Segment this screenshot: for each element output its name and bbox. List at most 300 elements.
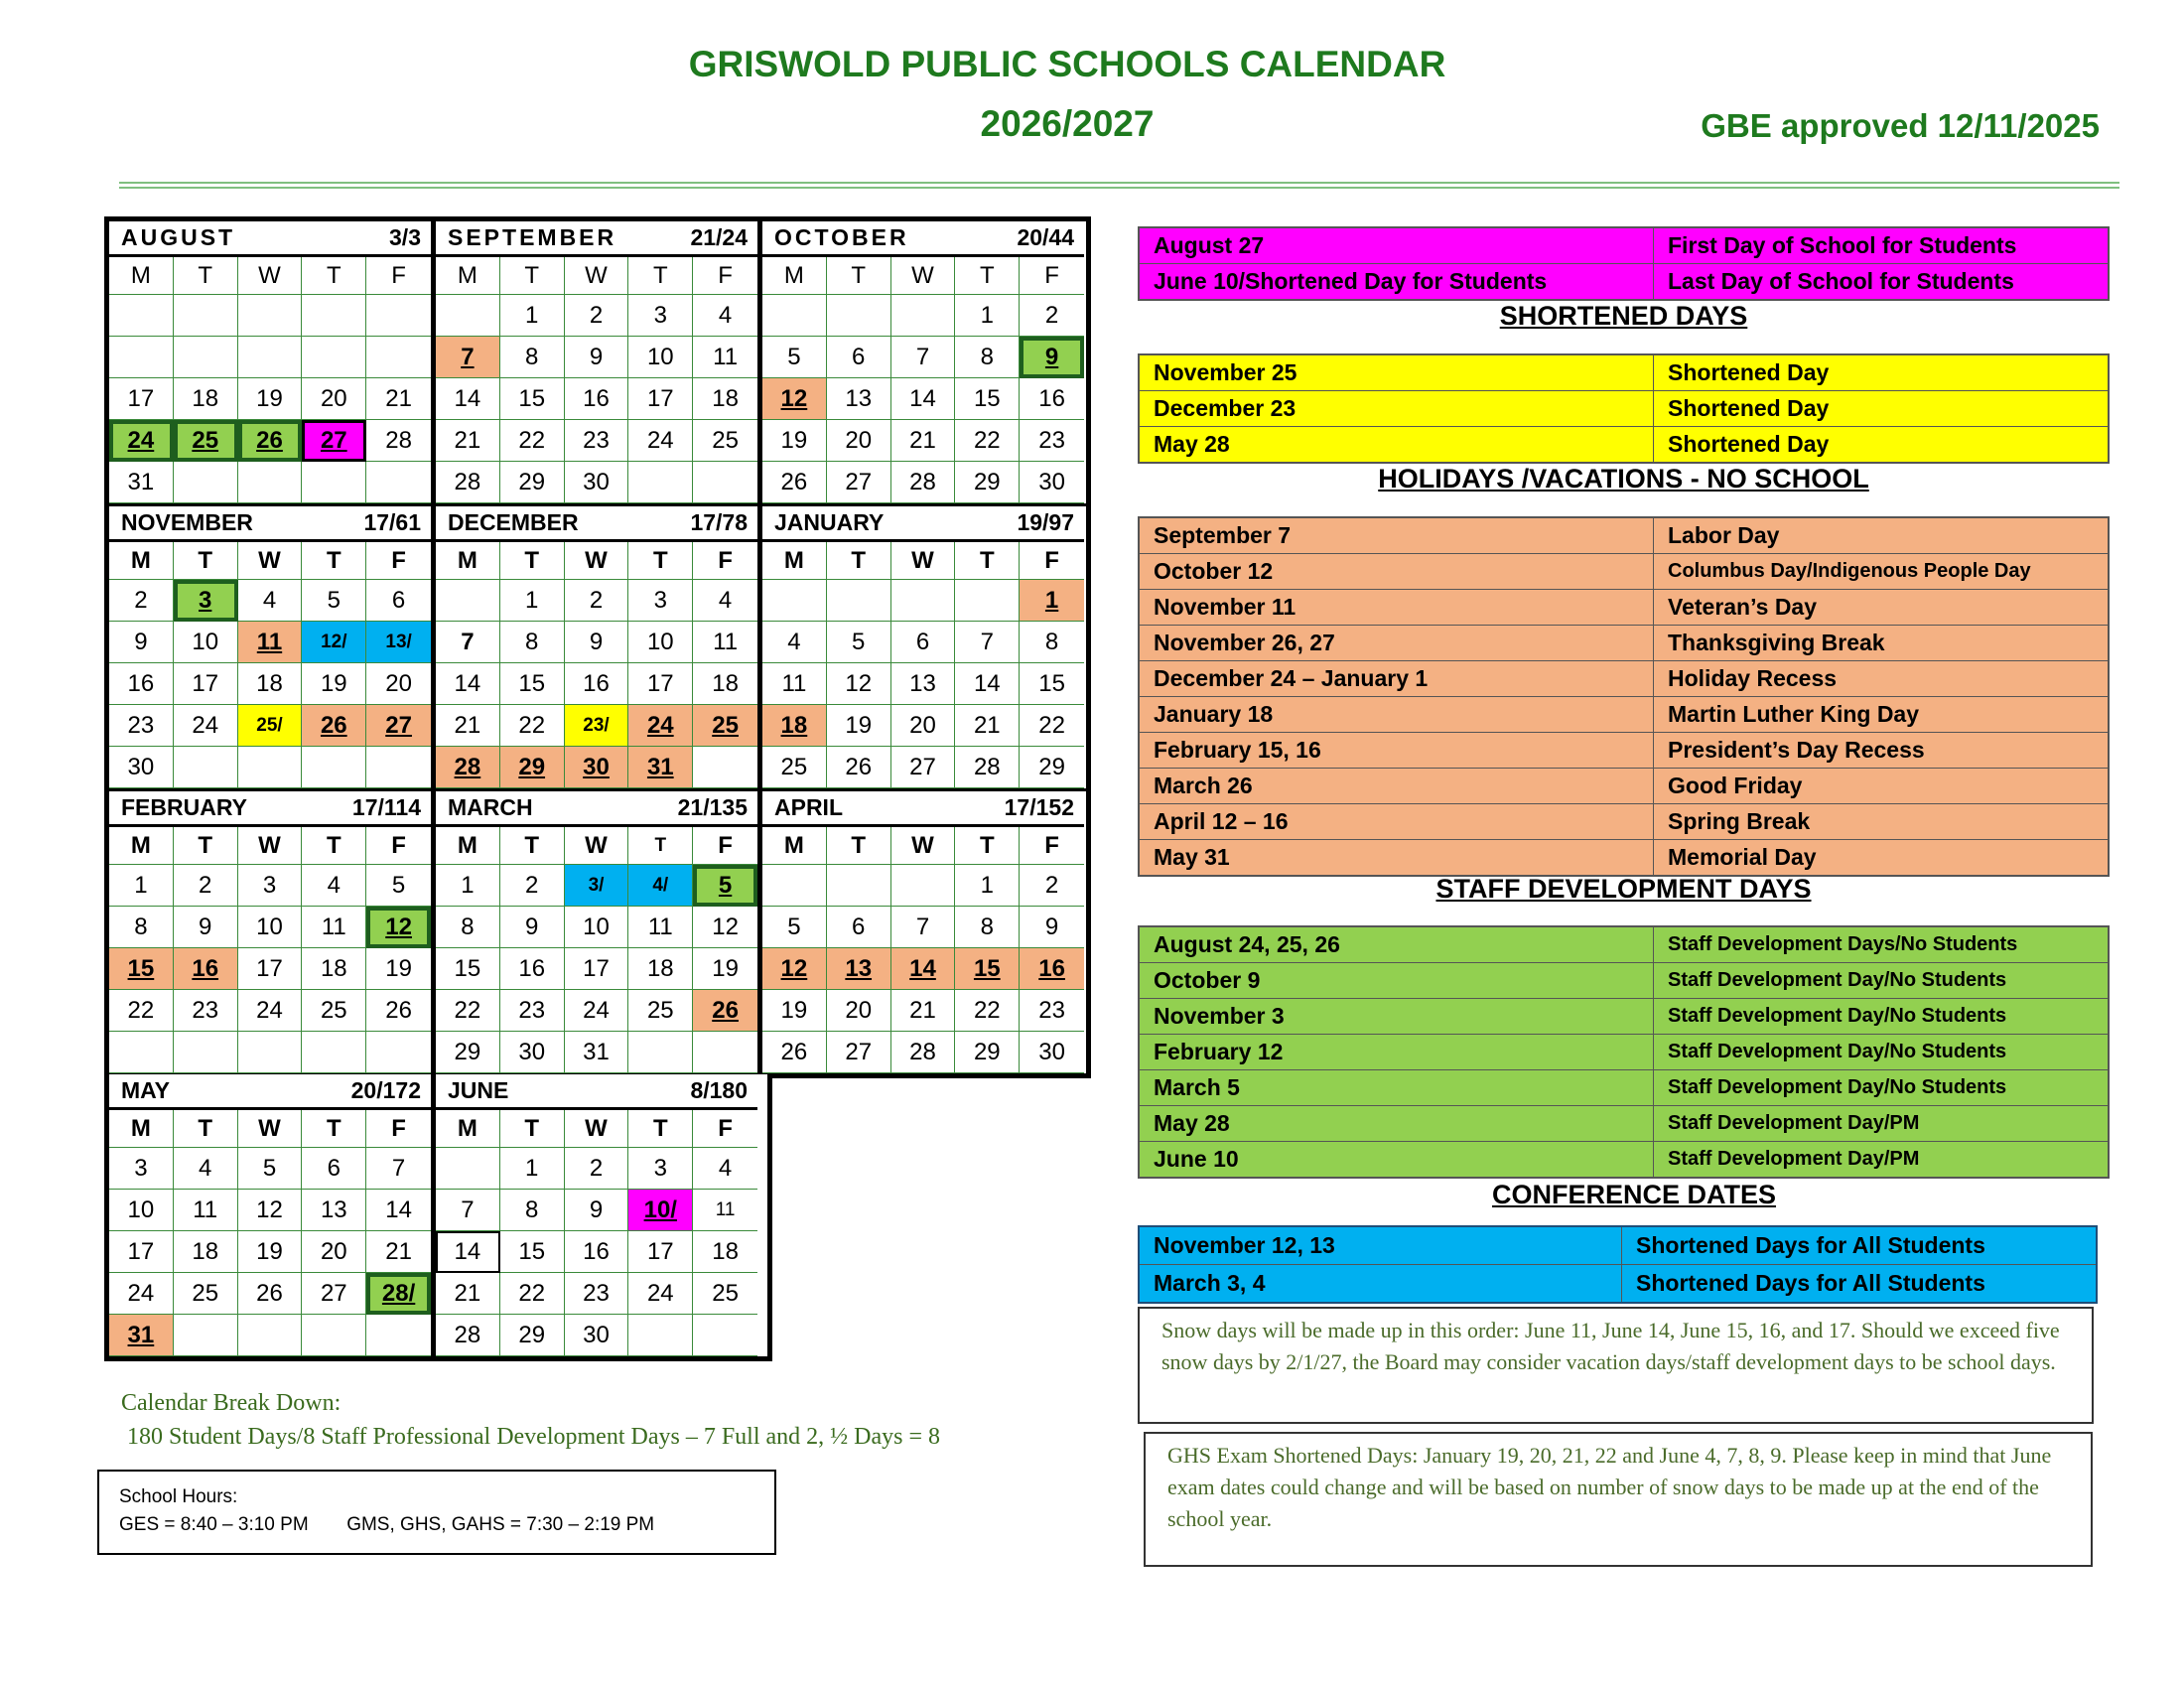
calendar-day-cell: 10 <box>238 907 303 948</box>
calendar-day-cell: 27 <box>302 1273 366 1315</box>
month-january <box>757 506 1084 788</box>
calendar-day-cell: 18 <box>174 378 238 420</box>
month-march <box>431 791 757 1073</box>
calendar-day-cell: 3 <box>174 580 238 622</box>
calendar-day-cell: 28 <box>436 462 500 503</box>
table-row: October 12 Columbus Day/Indigenous People Day <box>1140 554 2108 590</box>
calendar-day-cell <box>174 295 238 337</box>
calendar-day-cell: 2 <box>565 580 629 622</box>
calendar-day-cell: 25 <box>693 420 757 462</box>
calendar-day-cell: 25/ <box>238 705 303 747</box>
calendar-day-cell: 8 <box>955 907 1020 948</box>
calendar-day-cell: 16 <box>565 378 629 420</box>
calendar-day-cell: F <box>1020 542 1084 580</box>
month-days <box>109 827 431 1073</box>
calendar-day-cell: 18 <box>174 1231 238 1273</box>
calendar-day-cell: 12 <box>366 907 431 948</box>
calendar-day-cell <box>302 1315 366 1356</box>
calendar-day-cell <box>955 580 1020 622</box>
calendar-day-cell: 7 <box>891 907 956 948</box>
calendar-day-cell: 16 <box>174 948 238 990</box>
calendar-day-cell: 16 <box>565 663 629 705</box>
month-header: AUGUST 3/3 <box>109 221 431 257</box>
calendar-day-cell: 6 <box>827 907 891 948</box>
calendar-day-cell: 24 <box>238 990 303 1032</box>
calendar-day-cell <box>827 865 891 907</box>
calendar-day-cell: 11 <box>302 907 366 948</box>
calendar-day-cell: 20 <box>827 990 891 1032</box>
calendar-day-cell: 11 <box>693 622 757 663</box>
calendar-day-cell: 22 <box>500 420 565 462</box>
calendar-day-cell: 4/ <box>628 865 693 907</box>
calendar-day-cell: 28 <box>436 1315 500 1356</box>
calendar-day-cell: 14 <box>436 1231 500 1273</box>
calendar-day-cell: 2 <box>1020 865 1084 907</box>
month-april <box>757 791 1084 1073</box>
calendar-day-cell: W <box>238 1110 303 1148</box>
calendar-day-cell: 26 <box>762 462 827 503</box>
section-title-staff: STAFF DEVELOPMENT DAYS <box>1435 874 1812 904</box>
calendar-day-cell: 23 <box>174 990 238 1032</box>
calendar-day-cell <box>366 295 431 337</box>
calendar-day-cell: 24 <box>565 990 629 1032</box>
calendar-day-cell: 28 <box>436 747 500 788</box>
calendar-day-cell: 7 <box>436 337 500 378</box>
calendar-day-cell: W <box>238 257 303 295</box>
table-row: November 12, 13 Shortened Days for All Students <box>1140 1227 2096 1265</box>
calendar-day-cell: 12 <box>238 1190 303 1231</box>
calendar-day-cell: 30 <box>1020 462 1084 503</box>
calendar-day-cell: 11 <box>238 622 303 663</box>
calendar-day-cell: 20 <box>302 378 366 420</box>
calendar-day-cell: 15 <box>500 663 565 705</box>
approval-note: GBE approved 12/11/2025 <box>1701 107 2100 144</box>
calendar-day-cell: 6 <box>827 337 891 378</box>
calendar-day-cell: T <box>628 1110 693 1148</box>
table-row: May 31 Memorial Day <box>1140 840 2108 875</box>
calendar-day-cell: 18 <box>628 948 693 990</box>
calendar-day-cell: 24 <box>109 1273 174 1315</box>
calendar-day-cell: 30 <box>1020 1032 1084 1073</box>
calendar-day-cell: 1 <box>436 865 500 907</box>
calendar-day-cell: 3 <box>628 1148 693 1190</box>
calendar-day-cell: 18 <box>762 705 827 747</box>
calendar-day-cell: 21 <box>436 705 500 747</box>
calendar-day-cell: M <box>436 827 500 865</box>
month-header: JUNE 8/180 <box>436 1074 757 1110</box>
calendar-day-cell: 22 <box>500 1273 565 1315</box>
calendar-day-cell: 19 <box>762 420 827 462</box>
calendar-day-cell: 9 <box>1020 907 1084 948</box>
calendar-day-cell: T <box>500 827 565 865</box>
calendar-day-cell <box>891 295 956 337</box>
header-divider <box>119 182 2119 189</box>
calendar-day-cell: W <box>565 542 629 580</box>
calendar-day-cell: 2 <box>500 865 565 907</box>
calendar-day-cell: 26 <box>238 420 303 462</box>
calendar-day-cell: W <box>891 257 956 295</box>
calendar-day-cell: 23 <box>565 1273 629 1315</box>
calendar-day-cell: 28 <box>955 747 1020 788</box>
calendar-day-cell: 7 <box>891 337 956 378</box>
calendar-day-cell: 3 <box>628 295 693 337</box>
calendar-day-cell: 29 <box>1020 747 1084 788</box>
calendar-day-cell <box>762 865 827 907</box>
calendar-grid <box>104 216 1091 1078</box>
calendar-title: GRISWOLD PUBLIC SCHOOLS CALENDAR <box>688 44 1446 84</box>
calendar-day-cell: 13/ <box>366 622 431 663</box>
calendar-day-cell: 12 <box>762 378 827 420</box>
calendar-day-cell: 28 <box>366 420 431 462</box>
calendar-day-cell: 26 <box>762 1032 827 1073</box>
calendar-day-cell: 21 <box>955 705 1020 747</box>
calendar-day-cell: 7 <box>436 622 500 663</box>
calendar-day-cell: 24 <box>628 705 693 747</box>
calendar-day-cell: 16 <box>500 948 565 990</box>
calendar-day-cell: 4 <box>693 580 757 622</box>
calendar-day-cell: 10 <box>628 622 693 663</box>
calendar-day-cell: F <box>693 1110 757 1148</box>
calendar-day-cell: 18 <box>693 663 757 705</box>
table-row: May 28 Staff Development Day/PM <box>1140 1106 2108 1142</box>
calendar-day-cell: 15 <box>436 948 500 990</box>
calendar-day-cell: 31 <box>109 1315 174 1356</box>
calendar-day-cell <box>366 1032 431 1073</box>
calendar-day-cell: 23 <box>1020 990 1084 1032</box>
calendar-day-cell: 26 <box>302 705 366 747</box>
calendar-day-cell: 10 <box>628 337 693 378</box>
hours-title: School Hours: <box>119 1486 238 1507</box>
calendar-day-cell: 8 <box>1020 622 1084 663</box>
calendar-day-cell: 24 <box>628 1273 693 1315</box>
calendar-day-cell <box>628 462 693 503</box>
calendar-day-cell <box>693 462 757 503</box>
band-nov-jan <box>109 503 1086 788</box>
calendar-day-cell: T <box>827 542 891 580</box>
calendar-day-cell: 20 <box>366 663 431 705</box>
calendar-day-cell: 28 <box>891 462 956 503</box>
table-row: November 11 Veteran’s Day <box>1140 590 2108 626</box>
month-days <box>109 257 431 503</box>
calendar-day-cell: 18 <box>238 663 303 705</box>
calendar-day-cell: W <box>891 542 956 580</box>
calendar-day-cell: W <box>565 1110 629 1148</box>
calendar-day-cell: 19 <box>762 990 827 1032</box>
calendar-day-cell: 5 <box>827 622 891 663</box>
table-row: March 3, 4 Shortened Days for All Students <box>1140 1265 2096 1302</box>
calendar-day-cell: 26 <box>693 990 757 1032</box>
calendar-day-cell: 29 <box>436 1032 500 1073</box>
calendar-day-cell: M <box>762 827 827 865</box>
calendar-day-cell: 17 <box>238 948 303 990</box>
calendar-day-cell: 31 <box>109 462 174 503</box>
calendar-day-cell: 5 <box>762 907 827 948</box>
calendar-day-cell: 19 <box>693 948 757 990</box>
month-days <box>109 1110 431 1356</box>
calendar-day-cell <box>174 1315 238 1356</box>
table-row: April 12 – 16 Spring Break <box>1140 804 2108 840</box>
calendar-day-cell: 7 <box>366 1148 431 1190</box>
calendar-day-cell: W <box>238 827 303 865</box>
calendar-day-cell: 1 <box>1020 580 1084 622</box>
calendar-day-cell: 27 <box>827 462 891 503</box>
calendar-day-cell: 8 <box>109 907 174 948</box>
calendar-day-cell: 25 <box>302 990 366 1032</box>
calendar-day-cell: 5 <box>762 337 827 378</box>
calendar-day-cell: 5 <box>693 865 757 907</box>
calendar-year: 2026/2027 <box>980 103 1155 144</box>
calendar-day-cell: T <box>955 257 1020 295</box>
calendar-day-cell: 10 <box>174 622 238 663</box>
calendar-day-cell: 12 <box>693 907 757 948</box>
calendar-day-cell: 12 <box>827 663 891 705</box>
calendar-day-cell: F <box>693 257 757 295</box>
calendar-day-cell <box>693 1032 757 1073</box>
calendar-day-cell: T <box>174 257 238 295</box>
calendar-day-cell: 5 <box>302 580 366 622</box>
calendar-day-cell <box>366 462 431 503</box>
calendar-day-cell: 22 <box>109 990 174 1032</box>
calendar-day-cell: F <box>1020 827 1084 865</box>
month-header: JANUARY 19/97 <box>762 506 1084 542</box>
shortened-days-table <box>1138 353 2110 464</box>
month-header: SEPTEMBER 21/24 <box>436 221 757 257</box>
calendar-day-cell: 1 <box>955 865 1020 907</box>
calendar-day-cell: T <box>500 542 565 580</box>
month-days <box>762 827 1084 1073</box>
calendar-day-cell: M <box>762 542 827 580</box>
calendar-day-cell: 18 <box>693 1231 757 1273</box>
calendar-day-cell: 3/ <box>565 865 629 907</box>
calendar-day-cell: T <box>174 542 238 580</box>
table-row: December 24 – January 1 Holiday Recess <box>1140 661 2108 697</box>
calendar-day-cell: 13 <box>827 948 891 990</box>
month-days <box>436 257 757 503</box>
calendar-day-cell: 16 <box>1020 378 1084 420</box>
calendar-day-cell: 26 <box>827 747 891 788</box>
calendar-day-cell: T <box>827 257 891 295</box>
calendar-day-cell: 27 <box>891 747 956 788</box>
calendar-day-cell <box>366 337 431 378</box>
calendar-day-cell: 31 <box>628 747 693 788</box>
calendar-day-cell: T <box>827 827 891 865</box>
calendar-day-cell: M <box>436 542 500 580</box>
breakdown-title: Calendar Break Down: <box>121 1390 341 1416</box>
calendar-day-cell: 18 <box>302 948 366 990</box>
calendar-day-cell: W <box>565 257 629 295</box>
month-header: MARCH 21/135 <box>436 791 757 827</box>
calendar-day-cell: 14 <box>891 948 956 990</box>
calendar-day-cell: 10 <box>565 907 629 948</box>
calendar-day-cell <box>302 1032 366 1073</box>
hours-ges: GES = 8:40 – 3:10 PM <box>119 1514 309 1535</box>
calendar-day-cell: 27 <box>366 705 431 747</box>
calendar-day-cell <box>628 1032 693 1073</box>
calendar-day-cell: 14 <box>436 378 500 420</box>
calendar-day-cell: 29 <box>955 1032 1020 1073</box>
calendar-day-cell: M <box>762 257 827 295</box>
calendar-day-cell <box>827 580 891 622</box>
calendar-day-cell: 28/ <box>366 1273 431 1315</box>
calendar-day-cell: 14 <box>436 663 500 705</box>
calendar-day-cell: T <box>302 257 366 295</box>
calendar-day-cell <box>238 747 303 788</box>
calendar-day-cell: 25 <box>693 705 757 747</box>
month-days <box>436 1110 757 1356</box>
calendar-day-cell: W <box>891 827 956 865</box>
calendar-day-cell: T <box>628 827 693 865</box>
calendar-day-cell <box>302 295 366 337</box>
table-row: March 26 Good Friday <box>1140 769 2108 804</box>
calendar-day-cell: 25 <box>628 990 693 1032</box>
month-may <box>109 1074 431 1356</box>
calendar-day-cell <box>366 1315 431 1356</box>
hours-line <box>119 1511 754 1539</box>
calendar-day-cell: 8 <box>500 337 565 378</box>
calendar-day-cell: 2 <box>1020 295 1084 337</box>
calendar-day-cell: 25 <box>693 1273 757 1315</box>
calendar-day-cell <box>109 295 174 337</box>
calendar-day-cell <box>436 1148 500 1190</box>
month-june <box>431 1074 757 1356</box>
calendar-day-cell: T <box>302 542 366 580</box>
calendar-day-cell: 21 <box>436 420 500 462</box>
calendar-day-cell: 4 <box>693 295 757 337</box>
calendar-day-cell <box>891 580 956 622</box>
calendar-day-cell: T <box>302 1110 366 1148</box>
calendar-day-cell <box>302 747 366 788</box>
calendar-day-cell: 4 <box>238 580 303 622</box>
calendar-day-cell: 9 <box>109 622 174 663</box>
calendar-day-cell: T <box>500 257 565 295</box>
calendar-day-cell: M <box>109 257 174 295</box>
calendar-day-cell <box>238 337 303 378</box>
calendar-day-cell: F <box>366 257 431 295</box>
calendar-day-cell <box>174 337 238 378</box>
month-header: FEBRUARY 17/114 <box>109 791 431 827</box>
table-row: October 9 Staff Development Day/No Students <box>1140 963 2108 999</box>
calendar-day-cell: 12 <box>762 948 827 990</box>
calendar-day-cell: 20 <box>827 420 891 462</box>
month-days <box>436 827 757 1073</box>
calendar-day-cell: 14 <box>366 1190 431 1231</box>
calendar-day-cell <box>436 580 500 622</box>
calendar-day-cell: 23 <box>500 990 565 1032</box>
calendar-day-cell: M <box>109 542 174 580</box>
calendar-day-cell: 14 <box>955 663 1020 705</box>
calendar-day-cell: F <box>1020 257 1084 295</box>
calendar-day-cell <box>693 1315 757 1356</box>
calendar-day-cell <box>827 295 891 337</box>
calendar-day-cell: 27 <box>302 420 366 462</box>
calendar-day-cell: 23 <box>1020 420 1084 462</box>
calendar-day-cell: 7 <box>955 622 1020 663</box>
calendar-day-cell: 9 <box>565 622 629 663</box>
calendar-day-cell: 19 <box>238 378 303 420</box>
calendar-day-cell: 8 <box>500 622 565 663</box>
calendar-day-cell: 1 <box>500 295 565 337</box>
calendar-day-cell: T <box>955 827 1020 865</box>
table-row: January 18 Martin Luther King Day <box>1140 697 2108 733</box>
calendar-day-cell: 1 <box>109 865 174 907</box>
calendar-day-cell <box>436 295 500 337</box>
calendar-day-cell: 10 <box>109 1190 174 1231</box>
table-row: August 27 First Day of School for Students <box>1140 228 2108 264</box>
calendar-day-cell: 29 <box>955 462 1020 503</box>
calendar-day-cell: 30 <box>565 747 629 788</box>
calendar-day-cell: 19 <box>238 1231 303 1273</box>
calendar-day-cell: 13 <box>302 1190 366 1231</box>
calendar-day-cell: 22 <box>955 990 1020 1032</box>
calendar-day-cell: 4 <box>174 1148 238 1190</box>
calendar-day-cell <box>302 462 366 503</box>
month-days <box>436 542 757 788</box>
calendar-day-cell: 15 <box>109 948 174 990</box>
calendar-day-cell: W <box>565 827 629 865</box>
calendar-day-cell: 26 <box>366 990 431 1032</box>
calendar-day-cell: 17 <box>174 663 238 705</box>
table-row: June 10/Shortened Day for Students Last Day of School for Students <box>1140 264 2108 299</box>
calendar-day-cell: T <box>302 827 366 865</box>
month-october <box>757 221 1084 503</box>
calendar-day-cell: 30 <box>565 462 629 503</box>
key-dates-table <box>1138 226 2110 301</box>
calendar-day-cell: 22 <box>436 990 500 1032</box>
table-row: June 10 Staff Development Day/PM <box>1140 1142 2108 1177</box>
calendar-day-cell: 24 <box>174 705 238 747</box>
exam-days-note: GHS Exam Shortened Days: January 19, 20, 21, 22 and June 4, 7, 8, 9. Please keep in mind that June exam dates could change and will be based on number of snow days to be made up at the end of the school year. <box>1144 1432 2093 1567</box>
calendar-day-cell: 9 <box>500 907 565 948</box>
calendar-day-cell: 16 <box>565 1231 629 1273</box>
calendar-day-cell <box>174 462 238 503</box>
table-row: November 3 Staff Development Day/No Students <box>1140 999 2108 1035</box>
calendar-day-cell: F <box>366 827 431 865</box>
calendar-day-cell: 28 <box>891 1032 956 1073</box>
calendar-day-cell <box>238 295 303 337</box>
section-title-shortened: SHORTENED DAYS <box>1499 301 1748 331</box>
month-september <box>431 221 757 503</box>
calendar-day-cell: 17 <box>628 378 693 420</box>
calendar-day-cell <box>109 1032 174 1073</box>
month-header: MAY 20/172 <box>109 1074 431 1110</box>
calendar-day-cell: F <box>366 542 431 580</box>
calendar-day-cell: 23 <box>565 420 629 462</box>
calendar-day-cell <box>762 580 827 622</box>
calendar-day-cell: 5 <box>238 1148 303 1190</box>
calendar-day-cell: 22 <box>955 420 1020 462</box>
calendar-day-cell: 1 <box>500 580 565 622</box>
calendar-day-cell <box>174 747 238 788</box>
calendar-day-cell: 20 <box>302 1231 366 1273</box>
month-november <box>109 506 431 788</box>
calendar-day-cell <box>238 1315 303 1356</box>
calendar-day-cell: 8 <box>500 1190 565 1231</box>
calendar-day-cell: 16 <box>1020 948 1084 990</box>
calendar-day-cell: 11 <box>693 1190 757 1231</box>
calendar-day-cell: 24 <box>628 420 693 462</box>
month-header: NOVEMBER 17/61 <box>109 506 431 542</box>
hours-others: GMS, GHS, GAHS = 7:30 – 2:19 PM <box>346 1514 655 1535</box>
table-row: February 15, 16 President’s Day Recess <box>1140 733 2108 769</box>
calendar-day-cell: 1 <box>500 1148 565 1190</box>
calendar-day-cell: 21 <box>366 378 431 420</box>
calendar-day-cell: F <box>693 827 757 865</box>
calendar-day-cell <box>238 462 303 503</box>
table-row: December 23 Shortened Day <box>1140 391 2108 427</box>
conference-table <box>1138 1225 2098 1304</box>
calendar-day-cell: 17 <box>109 378 174 420</box>
calendar-day-cell: 15 <box>955 378 1020 420</box>
